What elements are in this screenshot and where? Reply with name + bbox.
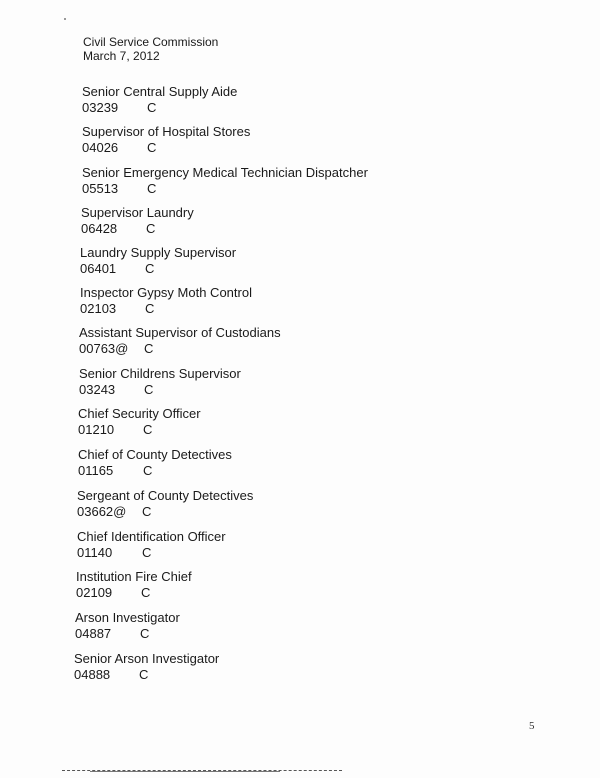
entry-title: Chief Security Officer: [78, 406, 201, 421]
entry-title: Senior Emergency Medical Technician Dispatcher: [82, 165, 368, 180]
entry-code: 04888: [74, 667, 111, 682]
entry-code: 04887: [75, 626, 112, 641]
title-entry: [79, 366, 241, 398]
scan-footer-rule-overlay: [90, 771, 280, 772]
entry-title: Senior Arson Investigator: [74, 651, 220, 666]
entry-class: C: [144, 382, 154, 397]
title-entry: [79, 325, 281, 357]
header-organization: Civil Service Commission: [83, 35, 219, 49]
entry-title: Arson Investigator: [75, 610, 180, 625]
entry-class: C: [147, 181, 157, 196]
entry-class: C: [146, 221, 156, 236]
title-entry: [77, 529, 226, 561]
entry-class: C: [144, 341, 154, 356]
title-entry: [82, 84, 237, 116]
title-entry: [78, 447, 232, 479]
entry-class: C: [142, 504, 152, 519]
title-entry: [82, 165, 368, 197]
entry-code: 01210: [78, 422, 115, 437]
title-entry: [81, 205, 194, 237]
title-entry: [76, 569, 192, 601]
entry-code: 04026: [82, 140, 119, 155]
title-entry: [78, 406, 201, 438]
entry-code: 01165: [78, 463, 114, 478]
title-entry: [80, 245, 236, 277]
page-number: 5: [529, 720, 535, 732]
entry-code: 01140: [77, 545, 113, 560]
entry-title: Senior Childrens Supervisor: [79, 366, 241, 381]
entry-title: Sergeant of County Detectives: [77, 488, 254, 503]
entry-class: C: [147, 140, 157, 155]
entry-class: C: [145, 301, 155, 316]
entry-title: Chief of County Detectives: [78, 447, 232, 462]
entry-code: 05513: [82, 181, 119, 196]
document-header: [83, 35, 218, 63]
entry-title: Assistant Supervisor of Custodians: [79, 325, 281, 340]
scan-speck: [64, 18, 66, 20]
entry-title: Chief Identification Officer: [77, 529, 226, 544]
title-entry: [80, 285, 252, 317]
entry-class: C: [145, 261, 155, 276]
title-entry: [74, 651, 219, 683]
title-entry: [75, 610, 180, 642]
entry-class: C: [139, 667, 149, 682]
header-date: March 7, 2012: [83, 49, 160, 63]
entry-class: C: [143, 422, 153, 437]
entry-class: C: [143, 463, 153, 478]
entry-class: C: [147, 100, 157, 115]
entry-code: 03239: [82, 100, 119, 115]
entry-code: 02103: [80, 301, 117, 316]
entry-title: Inspector Gypsy Moth Control: [80, 285, 252, 300]
entry-code: 02109: [76, 585, 113, 600]
entry-class: C: [141, 585, 151, 600]
entry-class: C: [140, 626, 150, 641]
title-entry: [82, 124, 250, 156]
entry-title: Laundry Supply Supervisor: [80, 245, 237, 260]
title-entry: [77, 488, 253, 520]
entry-title: Supervisor of Hospital Stores: [82, 124, 251, 139]
entry-code: 00763@: [79, 341, 129, 356]
entry-class: C: [142, 545, 152, 560]
entry-code: 06428: [81, 221, 118, 236]
entry-code: 03243: [79, 382, 116, 397]
entry-title: Supervisor Laundry: [81, 205, 194, 220]
entry-code: 03662@: [77, 504, 127, 519]
entry-code: 06401: [80, 261, 117, 276]
entry-title: Senior Central Supply Aide: [82, 84, 238, 99]
entry-title: Institution Fire Chief: [76, 569, 192, 584]
